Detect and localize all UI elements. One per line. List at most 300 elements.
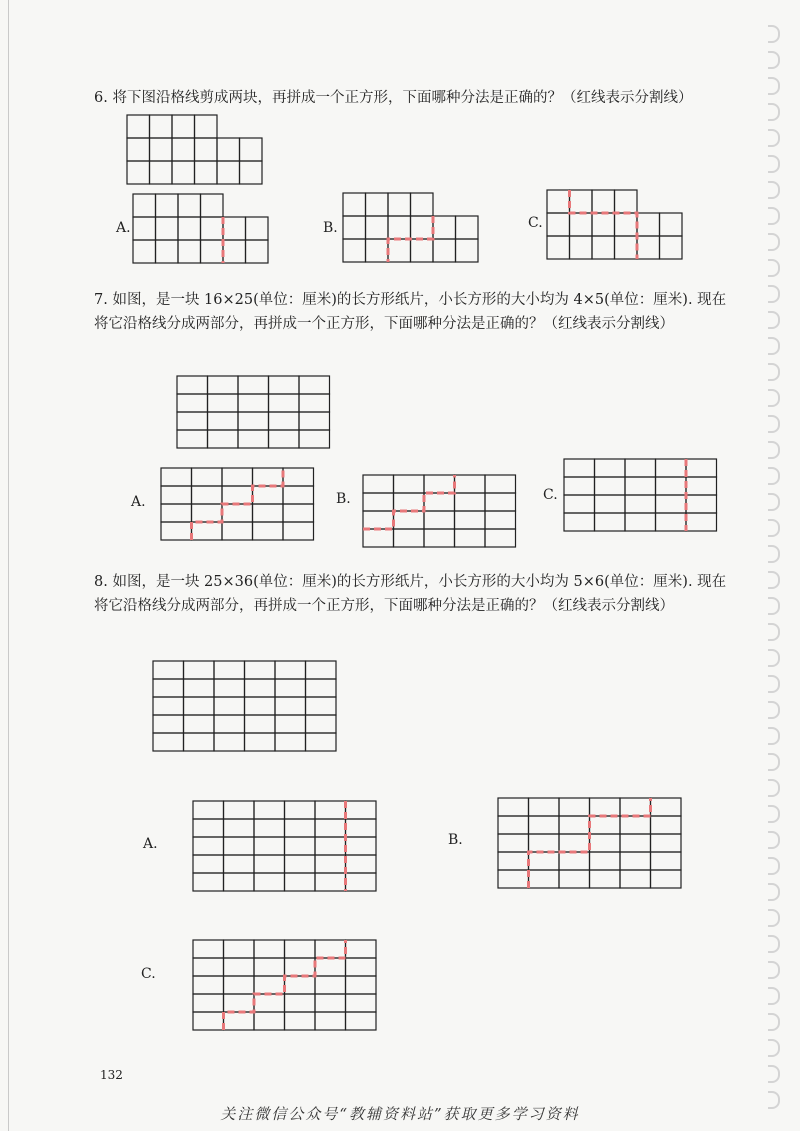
grid-cell <box>269 394 300 412</box>
grid-cell <box>254 801 285 819</box>
grid-cell <box>285 837 316 855</box>
grid-cell <box>224 994 255 1012</box>
grid-cell <box>224 855 255 873</box>
grid-cell <box>315 855 346 873</box>
grid-cell <box>224 837 255 855</box>
grid-cell <box>238 394 269 412</box>
grid-cell <box>254 855 285 873</box>
grid-cell <box>153 661 184 679</box>
grid-cell <box>306 697 337 715</box>
grid-cell <box>411 193 434 216</box>
grid-cell <box>620 852 651 870</box>
grid-cell <box>193 1012 224 1030</box>
grid-cell <box>201 240 224 263</box>
grid-cell <box>240 138 263 161</box>
grid-cell <box>208 412 239 430</box>
binding-ring <box>768 961 780 979</box>
binding-ring <box>768 753 780 771</box>
grid-cell <box>224 976 255 994</box>
grid-cell <box>208 376 239 394</box>
grid-cell <box>238 430 269 448</box>
grid-cell <box>161 522 192 540</box>
grid-cell <box>656 513 687 531</box>
grid-cell <box>299 376 330 394</box>
binding-ring <box>768 571 780 589</box>
q8-original-figure <box>152 660 336 752</box>
cut-line <box>363 475 455 529</box>
grid-cell <box>346 855 377 873</box>
grid-cell <box>637 213 660 236</box>
grid-cell <box>394 493 425 511</box>
grid-cell <box>283 486 314 504</box>
grid-cell <box>172 161 195 184</box>
binding-ring <box>768 415 780 433</box>
grid-cell <box>620 834 651 852</box>
grid-cell <box>456 216 479 239</box>
grid-cell <box>299 412 330 430</box>
grid-cell <box>177 376 208 394</box>
page-edge <box>8 0 9 1131</box>
binding-ring <box>768 155 780 173</box>
binding-ring <box>768 363 780 381</box>
grid-cell <box>625 495 656 513</box>
grid-cell <box>222 468 253 486</box>
binding-ring <box>768 597 780 615</box>
grid-cell <box>193 940 224 958</box>
grid-cell <box>366 216 389 239</box>
grid-cell <box>615 236 638 259</box>
question-number: 8. <box>94 574 108 590</box>
grid-cell <box>193 873 224 891</box>
grid-cell <box>150 138 173 161</box>
grid-cell <box>269 412 300 430</box>
q6-option-a-figure[interactable] <box>132 193 272 263</box>
grid-cell <box>625 477 656 495</box>
grid-cell <box>214 679 245 697</box>
grid-cell <box>394 529 425 547</box>
question-text: 如图，是一块 16×25(单位：厘米)的长方形纸片，小长方形的大小均为 4×5(单位：厘米). 现在将它沿格线分成两部分，再拼成一个正方形，下面哪种分法是正确的？（红线表示分割线） <box>94 292 727 332</box>
grid-cell <box>150 115 173 138</box>
q8-option-a-label: A. <box>143 836 158 852</box>
binding-ring <box>768 1039 780 1057</box>
question-number: 7. <box>94 292 108 308</box>
grid-cell <box>133 217 156 240</box>
grid-cell <box>177 412 208 430</box>
binding-ring <box>768 727 780 745</box>
binding-ring <box>768 649 780 667</box>
grid-cell <box>686 459 717 477</box>
grid-cell <box>564 495 595 513</box>
grid-cell <box>637 236 660 259</box>
q6-option-c-label: C. <box>528 215 543 231</box>
grid-cell <box>161 486 192 504</box>
grid-cell <box>178 194 201 217</box>
grid-cell <box>315 801 346 819</box>
grid-cell <box>208 430 239 448</box>
q7-option-b-figure[interactable] <box>362 474 518 548</box>
grid-cell <box>275 679 306 697</box>
q8-option-c-label: C. <box>141 966 156 982</box>
grid-cell <box>595 459 626 477</box>
grid-cell <box>184 733 215 751</box>
grid-cell <box>529 870 560 888</box>
grid-cell <box>547 236 570 259</box>
grid-cell <box>686 477 717 495</box>
grid-cell <box>590 852 621 870</box>
grid-cell <box>245 661 276 679</box>
grid-cell <box>346 801 377 819</box>
grid-cell <box>315 837 346 855</box>
grid-cell <box>177 394 208 412</box>
grid-cell <box>306 715 337 733</box>
grid-cell <box>245 679 276 697</box>
grid-cell <box>193 976 224 994</box>
grid-cell <box>214 715 245 733</box>
question-8 <box>94 570 734 618</box>
grid-cell <box>254 976 285 994</box>
grid-cell <box>269 376 300 394</box>
binding-ring <box>768 233 780 251</box>
grid-cell <box>592 213 615 236</box>
grid-cell <box>590 834 621 852</box>
grid-cell <box>620 816 651 834</box>
grid-cell <box>275 733 306 751</box>
grid-cell <box>184 715 215 733</box>
grid-cell <box>192 504 223 522</box>
question-6 <box>94 86 734 110</box>
grid-cell <box>595 513 626 531</box>
grid-cell <box>275 661 306 679</box>
grid-cell <box>224 958 255 976</box>
grid-cell <box>656 477 687 495</box>
question-text: 将下图沿格线剪成两块，再拼成一个正方形，下面哪种分法是正确的？（红线表示分割线） <box>112 90 693 106</box>
grid-cell <box>245 715 276 733</box>
grid-cell <box>156 194 179 217</box>
grid-cell <box>285 1012 316 1030</box>
grid-cell <box>208 394 239 412</box>
grid-cell <box>275 715 306 733</box>
grid-cell <box>570 190 593 213</box>
grid-cell <box>217 161 240 184</box>
grid-cell <box>193 994 224 1012</box>
grid-cell <box>346 873 377 891</box>
grid-cell <box>547 190 570 213</box>
q6-option-b-figure[interactable] <box>342 192 482 262</box>
page-number: 132 <box>100 1068 123 1082</box>
grid-cell <box>315 958 346 976</box>
grid-cell <box>193 801 224 819</box>
q8-option-c-figure[interactable] <box>192 939 376 1031</box>
binding-ring <box>768 1013 780 1031</box>
grid-cell <box>559 834 590 852</box>
q7-option-c-label: C. <box>543 487 558 503</box>
grid-cell <box>433 216 456 239</box>
grid-cell <box>253 486 284 504</box>
grid-cell <box>411 216 434 239</box>
grid-cell <box>172 138 195 161</box>
grid-cell <box>343 216 366 239</box>
grid-cell <box>184 679 215 697</box>
grid-cell <box>564 459 595 477</box>
grid-cell <box>547 213 570 236</box>
grid-cell <box>195 161 218 184</box>
grid-cell <box>455 529 486 547</box>
binding-ring <box>768 337 780 355</box>
grid-cell <box>595 477 626 495</box>
grid-cell <box>346 976 377 994</box>
grid-cell <box>184 661 215 679</box>
grid-cell <box>253 468 284 486</box>
grid-cell <box>306 661 337 679</box>
grid-cell <box>346 940 377 958</box>
grid-cell <box>592 190 615 213</box>
grid-cell <box>529 798 560 816</box>
binding-ring <box>768 805 780 823</box>
q7-option-a-figure[interactable] <box>160 467 316 541</box>
q7-option-c-figure[interactable] <box>563 458 719 532</box>
binding-ring <box>768 623 780 641</box>
grid-cell <box>172 115 195 138</box>
grid-cell <box>184 697 215 715</box>
grid-cell <box>177 430 208 448</box>
grid-cell <box>156 217 179 240</box>
grid-cell <box>346 1012 377 1030</box>
grid-cell <box>498 834 529 852</box>
grid-cell <box>394 475 425 493</box>
binding-ring <box>768 207 780 225</box>
footer-note: 关注微信公众号“教辅资料站”获取更多学习资料 <box>220 1105 580 1123</box>
grid-cell <box>498 870 529 888</box>
grid-cell <box>590 798 621 816</box>
grid-cell <box>686 513 717 531</box>
grid-cell <box>245 733 276 751</box>
binding-ring <box>768 987 780 1005</box>
grid-cell <box>254 819 285 837</box>
grid-cell <box>246 240 269 263</box>
binding-ring <box>768 103 780 121</box>
grid-cell <box>394 511 425 529</box>
grid-cell <box>275 697 306 715</box>
grid-cell <box>161 504 192 522</box>
question-number: 6. <box>94 90 108 106</box>
grid-cell <box>656 459 687 477</box>
binding-ring <box>768 519 780 537</box>
grid-cell <box>346 837 377 855</box>
grid-cell <box>590 816 621 834</box>
grid-cell <box>651 870 682 888</box>
grid-cell <box>625 513 656 531</box>
grid-cell <box>238 376 269 394</box>
grid-cell <box>363 511 394 529</box>
grid-cell <box>388 216 411 239</box>
q8-option-a-figure[interactable] <box>192 800 376 892</box>
binding-ring <box>768 311 780 329</box>
grid-cell <box>133 240 156 263</box>
grid-cell <box>346 819 377 837</box>
binding-ring <box>768 831 780 849</box>
grid-cell <box>315 873 346 891</box>
grid-cell <box>424 475 455 493</box>
grid-cell <box>651 816 682 834</box>
grid-cell <box>192 522 223 540</box>
q8-option-b-label: B. <box>448 832 463 848</box>
grid-cell <box>656 495 687 513</box>
grid-cell <box>222 486 253 504</box>
binding-ring <box>768 129 780 147</box>
grid-cell <box>150 161 173 184</box>
q6-option-c-figure[interactable] <box>546 189 686 259</box>
grid-cell <box>192 486 223 504</box>
grid-cell <box>245 697 276 715</box>
grid-cell <box>223 240 246 263</box>
grid-cell <box>660 213 683 236</box>
binding-ring <box>768 493 780 511</box>
grid-cell <box>192 468 223 486</box>
grid-cell <box>343 193 366 216</box>
grid-cell <box>433 239 456 262</box>
grid-cell <box>651 834 682 852</box>
binding-ring <box>768 857 780 875</box>
grid-cell <box>615 213 638 236</box>
binding-ring <box>768 285 780 303</box>
grid-cell <box>424 529 455 547</box>
grid-cell <box>485 511 516 529</box>
grid-cell <box>285 994 316 1012</box>
grid-cell <box>570 213 593 236</box>
grid-cell <box>485 493 516 511</box>
grid-cell <box>315 994 346 1012</box>
grid-cell <box>455 493 486 511</box>
binding-ring <box>768 909 780 927</box>
grid-cell <box>651 852 682 870</box>
grid-cell <box>178 240 201 263</box>
grid-cell <box>254 837 285 855</box>
grid-cell <box>214 661 245 679</box>
grid-cell <box>254 1012 285 1030</box>
grid-cell <box>498 852 529 870</box>
grid-cell <box>559 852 590 870</box>
grid-cell <box>178 217 201 240</box>
grid-cell <box>254 940 285 958</box>
grid-cell <box>651 798 682 816</box>
binding-ring <box>768 675 780 693</box>
grid-cell <box>559 870 590 888</box>
grid-cell <box>254 958 285 976</box>
grid-cell <box>285 801 316 819</box>
grid-cell <box>127 115 150 138</box>
binding-ring <box>768 545 780 563</box>
grid-cell <box>564 513 595 531</box>
grid-cell <box>455 475 486 493</box>
binding-ring <box>768 467 780 485</box>
grid-cell <box>620 870 651 888</box>
binding-ring <box>768 883 780 901</box>
binding-ring <box>768 25 780 43</box>
q7-option-b-label: B. <box>336 491 351 507</box>
binding-ring <box>768 935 780 953</box>
grid-cell <box>299 394 330 412</box>
grid-cell <box>223 217 246 240</box>
grid-cell <box>306 733 337 751</box>
binding-ring <box>768 181 780 199</box>
binding-ring <box>768 701 780 719</box>
grid-cell <box>133 194 156 217</box>
q6-option-b-label: B. <box>323 220 338 236</box>
grid-cell <box>564 477 595 495</box>
grid-cell <box>306 679 337 697</box>
grid-cell <box>193 819 224 837</box>
grid-cell <box>238 412 269 430</box>
binding-ring <box>768 77 780 95</box>
binding-ring <box>768 259 780 277</box>
grid-cell <box>246 217 269 240</box>
q7-option-a-label: A. <box>131 494 146 510</box>
grid-cell <box>224 801 255 819</box>
grid-cell <box>224 940 255 958</box>
grid-cell <box>153 679 184 697</box>
grid-cell <box>346 994 377 1012</box>
grid-cell <box>195 115 218 138</box>
grid-cell <box>388 239 411 262</box>
grid-cell <box>315 976 346 994</box>
grid-cell <box>485 529 516 547</box>
grid-cell <box>253 504 284 522</box>
q7-original-figure <box>176 375 332 449</box>
grid-cell <box>222 522 253 540</box>
grid-cell <box>127 161 150 184</box>
grid-cell <box>254 873 285 891</box>
grid-cell <box>315 940 346 958</box>
grid-cell <box>254 994 285 1012</box>
grid-cell <box>153 697 184 715</box>
grid-cell <box>240 161 263 184</box>
q8-option-b-figure[interactable] <box>497 797 681 889</box>
grid-cell <box>498 816 529 834</box>
grid-cell <box>343 239 366 262</box>
grid-cell <box>283 468 314 486</box>
grid-cell <box>625 459 656 477</box>
grid-cell <box>592 236 615 259</box>
grid-cell <box>285 958 316 976</box>
grid-cell <box>127 138 150 161</box>
grid-cell <box>224 819 255 837</box>
grid-cell <box>195 138 218 161</box>
grid-cell <box>529 816 560 834</box>
grid-cell <box>615 190 638 213</box>
grid-cell <box>214 697 245 715</box>
grid-cell <box>161 468 192 486</box>
grid-cell <box>224 1012 255 1030</box>
grid-cell <box>660 236 683 259</box>
grid-cell <box>620 798 651 816</box>
grid-cell <box>559 798 590 816</box>
q6-option-a-label: A. <box>116 220 131 236</box>
grid-cell <box>455 511 486 529</box>
binding-ring <box>768 51 780 69</box>
question-7 <box>94 288 734 336</box>
grid-cell <box>222 504 253 522</box>
grid-cell <box>269 430 300 448</box>
grid-cell <box>485 475 516 493</box>
grid-cell <box>388 193 411 216</box>
grid-cell <box>224 873 255 891</box>
grid-cell <box>411 239 434 262</box>
grid-cell <box>285 976 316 994</box>
grid-cell <box>363 475 394 493</box>
binding-ring <box>768 1065 780 1083</box>
binding-ring <box>768 779 780 797</box>
grid-cell <box>366 239 389 262</box>
